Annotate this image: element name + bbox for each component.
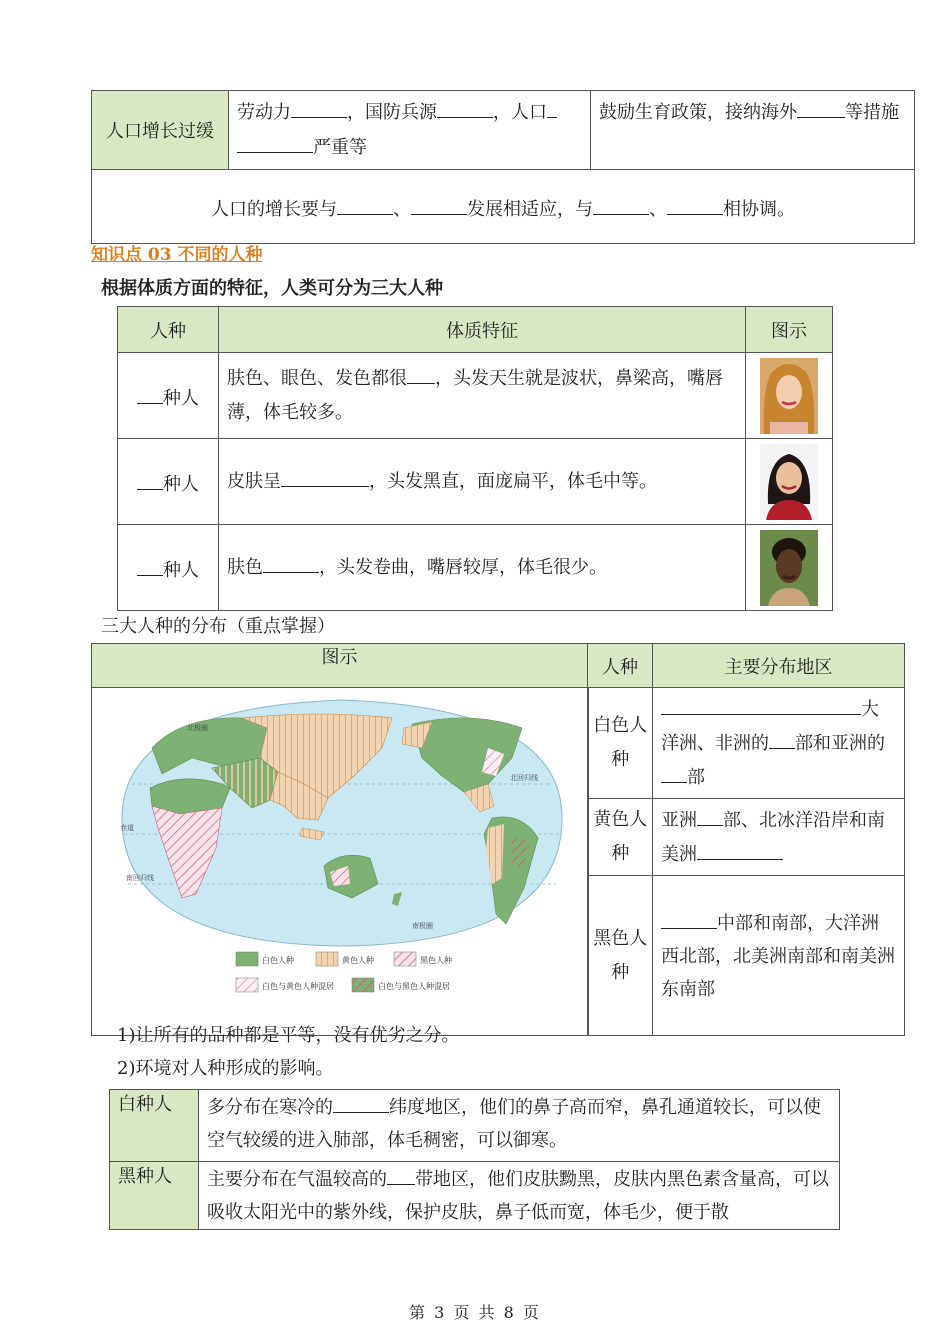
race-row: 种人 肤色、眼色、发色都很 ，头发天生就是波状，鼻梁高，嘴唇薄，体毛较多。	[118, 353, 833, 439]
row-label-slow-growth: 人口增长过缓	[92, 91, 229, 170]
header-picture: 图示	[746, 307, 833, 353]
section-intro: 根据体质方面的特征，人类可分为三大人种	[101, 278, 443, 299]
header-race-col: 人种	[588, 644, 653, 688]
env-row-black	[110, 1162, 840, 1230]
section-heading: 知识点 03 不同的人种	[91, 245, 263, 265]
header-features: 体质特征	[219, 307, 746, 353]
black-race-portrait-image	[760, 530, 818, 606]
env-row-white	[110, 1090, 840, 1162]
map-label-equator: 赤道	[120, 824, 134, 832]
page-footer: 第 3 页 共 8 页	[409, 1303, 541, 1322]
race-yellow-label: 黄色人种	[588, 799, 653, 876]
race-row: 种人 肤色 ，头发卷曲，嘴唇较厚，体毛很少。	[118, 525, 833, 611]
race-black-regions: 中部和南部，大洋洲西北部，北美洲南部和南美洲东南部	[653, 876, 905, 1036]
race-features-table	[117, 306, 833, 611]
world-race-map-cell	[92, 688, 588, 1036]
map-legend	[236, 952, 452, 992]
map-label-antarctic: 南极圈	[412, 922, 433, 930]
race-yellow-regions: 亚洲 部、北冰洋沿岸和南美洲	[653, 799, 905, 876]
yellow-race-portrait-image	[760, 444, 818, 520]
env-text-black: 主要分布在气温较高的 带地区，他们皮肤黝黑，皮肤内黑色素含量高，可以吸收太阳光中的紫外线，保护皮肤，鼻子低而宽，体毛少，便于散	[199, 1162, 840, 1230]
legend-white-black: 白色与黑色人种混居	[378, 982, 450, 991]
header-map: 图示	[92, 644, 588, 688]
map-label-arctic: 北极圈	[187, 724, 208, 732]
legend-white: 白色人种	[262, 956, 294, 965]
white-race-portrait-image	[760, 358, 818, 434]
race-distribution-table	[91, 643, 905, 1036]
distribution-row-white	[92, 688, 905, 799]
race-row: 种人 皮肤呈 ，头发黑直，面庞扁平，体毛中等。	[118, 439, 833, 525]
race-black-label: 黑色人种	[588, 876, 653, 1036]
race-white-label: 白色人种	[588, 688, 653, 799]
distribution-title: 三大人种的分布（重点掌握）	[101, 616, 335, 637]
population-summary: 人口的增长要与 、 发展相适应，与 、 相协调。	[92, 170, 915, 244]
environment-impact-table	[109, 1089, 840, 1230]
legend-white-yellow: 白色与黄色人种混居	[262, 982, 334, 991]
header-region: 主要分布地区	[653, 644, 905, 688]
note-equality: 1)让所有的品种都是平等，没有优劣之分。	[117, 1025, 460, 1046]
slow-growth-measures: 鼓励生育政策，接纳海外 等措施	[591, 91, 915, 170]
env-text-white: 多分布在寒冷的 纬度地区，他们的鼻子高而窄，鼻孔通道较长，可以使空气较缓的进入肺部，体毛稠密，可以御寒。	[199, 1090, 840, 1162]
env-label-white: 白种人	[110, 1090, 199, 1162]
world-race-map	[92, 688, 585, 1018]
population-growth-table	[91, 90, 915, 244]
race-white-regions: 大洋洲、非洲的 部和亚洲的部	[653, 688, 905, 799]
legend-black: 黑色人种	[420, 956, 452, 965]
note-environment: 2)环境对人种形成的影响。	[117, 1058, 334, 1079]
env-label-black: 黑种人	[110, 1162, 199, 1230]
header-race: 人种	[118, 307, 219, 353]
legend-yellow: 黄色人种	[342, 956, 374, 965]
map-label-tropic-n: 北回归线	[510, 774, 538, 782]
map-label-tropic-s: 南回归线	[126, 874, 154, 882]
slow-growth-effects: 劳动力 ，国防兵源 ，人口 严重等	[229, 91, 591, 170]
